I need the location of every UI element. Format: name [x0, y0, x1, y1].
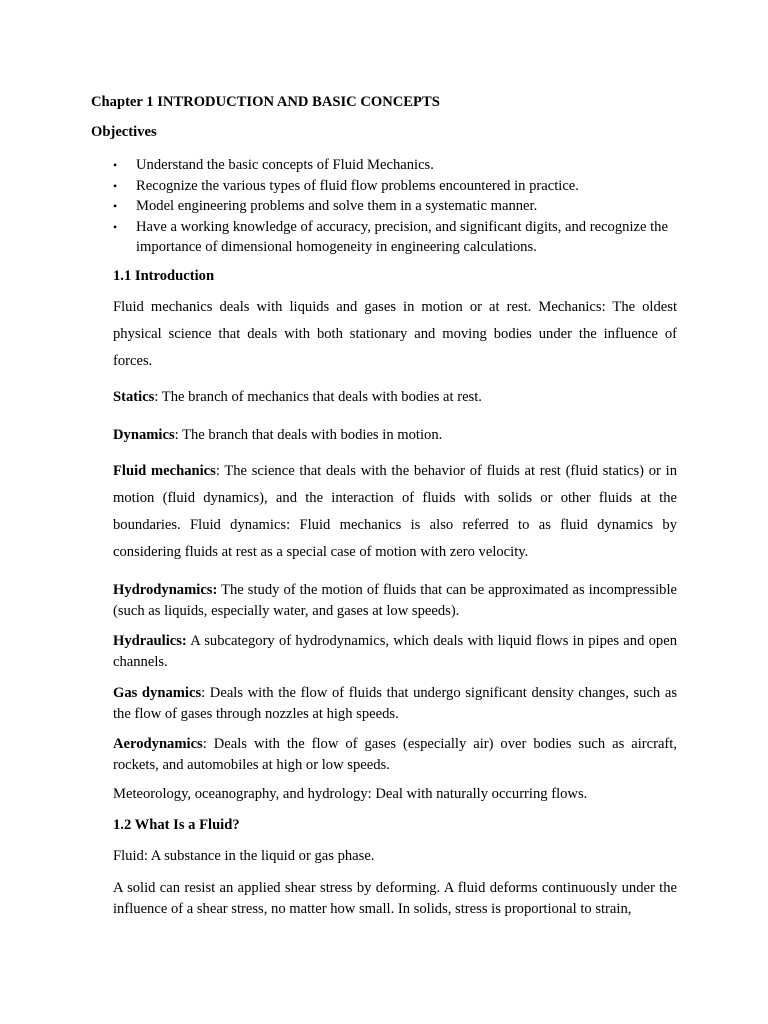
hydrodynamics-paragraph [113, 580, 677, 621]
gas-dynamics-term: Gas dynamics [113, 685, 202, 701]
objectives-heading: Objectives [91, 124, 157, 140]
objectives-list [113, 155, 683, 258]
statics-text: : The branch of mechanics that deals with bodies at rest. [154, 389, 482, 405]
dynamics-text: : The branch that deals with bodies in motion. [174, 427, 443, 443]
list-item [113, 176, 683, 197]
meteorology-paragraph: Meteorology, oceanography, and hydrology: Deal with naturally occurring flows. [113, 786, 588, 802]
list-item [113, 217, 683, 258]
bullet-icon: • [113, 158, 118, 172]
hydrodynamics-term: Hydrodynamics: [113, 582, 218, 598]
hydraulics-paragraph [113, 631, 677, 672]
hydraulics-text: A subcategory of hydrodynamics, which deals with liquid flows in pipes and open channels. [113, 633, 677, 670]
bullet-icon: • [113, 219, 118, 234]
aerodynamics-term: Aerodynamics [113, 736, 203, 752]
list-item-text: Model engineering problems and solve them in a systematic manner. [136, 198, 538, 214]
gas-dynamics-text: : Deals with the flow of fluids that undergo significant density changes, such as the flow of gases through nozzles at high speeds. [113, 685, 677, 722]
list-item-text: Have a working knowledge of accuracy, precision, and significant digits, and recognize the importance of dimensional homogeneity in engineering calculations. [136, 218, 668, 255]
solid-vs-fluid-paragraph: A solid can resist an applied shear stress by deforming. A fluid deforms continuously under the influence of a shear stress, no matter how small. In solids, stress is proportional to strain, [113, 880, 677, 917]
aerodynamics-text: : Deals with the flow of gases (especially air) over bodies such as aircraft, rockets, and automobiles at high or low speeds. [113, 736, 677, 773]
fluid-mechanics-paragraph [113, 458, 677, 566]
section-heading-introduction: 1.1 Introduction [113, 268, 215, 284]
list-item-text: Understand the basic concepts of Fluid Mechanics. [136, 157, 434, 173]
statics-term: Statics [113, 389, 155, 405]
statics-paragraph [113, 389, 677, 406]
hydrodynamics-text: The study of the motion of fluids that can be approximated as incompressible (such as liquids, especially water, and gases at low speeds). [113, 582, 677, 619]
intro-paragraph: Fluid mechanics deals with liquids and gases in motion or at rest. Mechanics: The oldest physical science that deals with both stationary and moving bodies under the influence of forces. [113, 299, 677, 369]
section-heading-what-is-a-fluid: 1.2 What Is a Fluid? [113, 817, 240, 833]
list-item-text: Recognize the various types of fluid flow problems encountered in practice. [136, 177, 579, 194]
list-item [113, 196, 683, 217]
chapter-title: Chapter 1 INTRODUCTION AND BASIC CONCEPTS [91, 94, 440, 110]
list-item [113, 155, 683, 176]
aerodynamics-paragraph [113, 734, 677, 775]
fluid-definition-paragraph: Fluid: A substance in the liquid or gas phase. [113, 848, 375, 864]
bullet-icon: • [113, 178, 118, 193]
gas-dynamics-paragraph [113, 683, 677, 724]
bullet-icon: • [113, 199, 118, 213]
fluid-mechanics-term: Fluid mechanics [113, 463, 216, 479]
fluid-mechanics-text: : The science that deals with the behavior of fluids at rest (fluid statics) or in motion (fluid dynamics), and the interaction of fluids with solids or other fluids at the boundaries. Fluid dynamics: Fluid mechanics is also referred to as fluid dynamics by considering fluids at rest as a special case of motion with zero velocity. [113, 463, 677, 560]
dynamics-paragraph [113, 427, 677, 444]
hydraulics-term: Hydraulics: [113, 633, 187, 649]
dynamics-term: Dynamics [113, 427, 175, 443]
